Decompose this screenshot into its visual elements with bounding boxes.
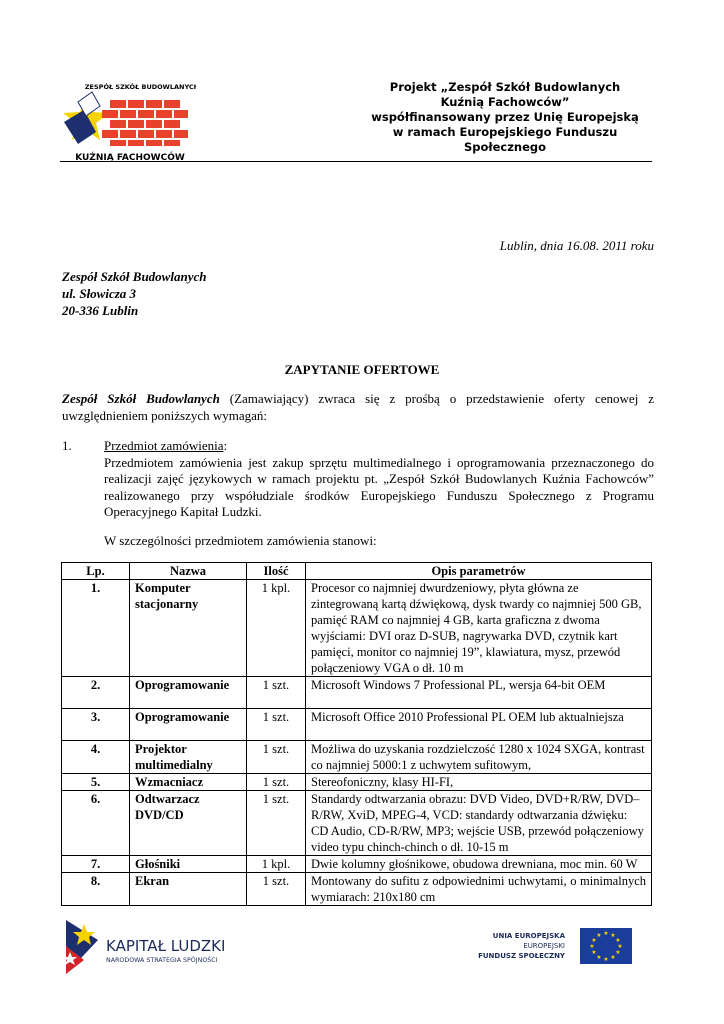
table-row: [62, 856, 652, 873]
section-number: 1.: [62, 438, 72, 453]
cell-lp: 6.: [62, 791, 130, 856]
document-date: Lublin, dnia 16.08. 2011 roku: [499, 238, 654, 253]
cell-desc: Możliwa do uzyskania rozdzielczość 1280 x 1024 SXGA, kontrast co najmniej 5000:1 z uchwytem sufitowym,: [306, 741, 652, 774]
cell-desc: Microsoft Office 2010 Professional PL OEM lub aktualniejsza: [306, 709, 652, 741]
project-line: Kuźnią Fachowców”: [440, 95, 570, 109]
cell-qty: 1 szt.: [247, 873, 306, 906]
section-text: Przedmiotem zamówienia jest zakup sprzętu multimedialnego i oprogramowania przeznaczonego do realizacji zajęć językowych w ramach projektu pt. „Zespół Szkół Budowlanych Kuźnia Fachowców” realizowanego przy współudziale środków Europejskiego Funduszu Społecznego z Programu Operacyjnego Kapitał Ludzki.: [104, 454, 654, 519]
eu-line2: EUROPEJSKI: [523, 942, 565, 950]
eu-logo: [475, 926, 635, 973]
cell-qty: 1 szt.: [247, 741, 306, 774]
cell-name: Projektor multimedialny: [130, 741, 247, 774]
svg-text:★: ★: [617, 943, 623, 950]
cell-desc: Procesor co najmniej dwurdzeniowy, płyta główna ze zintegrowaną kartą dźwiękową, dysk twardy co najmniej 500 GB, pamięć RAM co najmniej 4 GB, karta graficzna z dwoma wyjściami: DVI oraz D-SUB, nagrywarka DVD, czytnik kart pamięci, monitor co najmniej 19”, klawiatura, mysz, przewód połączeniowy VGA o dł. 10 m: [306, 580, 652, 677]
svg-text:★: ★: [596, 932, 602, 939]
svg-text:★: ★: [610, 932, 616, 939]
table-row: [62, 741, 652, 774]
cell-name: Głośniki: [130, 856, 247, 873]
kapital-ludzki-logo: [62, 916, 252, 981]
cell-name: Wzmacniacz: [130, 774, 247, 791]
header-name: Nazwa: [130, 563, 247, 580]
cell-lp: 1.: [62, 580, 130, 677]
detail-intro: W szczególności przedmiotem zamówienia stanowi:: [104, 533, 377, 548]
section-heading: Przedmiot zamówienia: [104, 438, 224, 453]
section-body: [104, 438, 654, 521]
cell-qty: 1 szt.: [247, 709, 306, 741]
project-line: współfinansowany przez Unię Europejską: [371, 110, 639, 124]
header-divider: [60, 161, 652, 162]
table-header-row: [62, 563, 652, 580]
table-row: [62, 709, 652, 741]
table-row: [62, 774, 652, 791]
svg-text:★: ★: [589, 943, 595, 950]
cell-desc: Standardy odtwarzania obrazu: DVD Video, DVD+R/RW, DVD–R/RW, XviD, MPEG-4, VCD: standardy odtwarzania dźwięku: CD Audio, CD-R/RW, MP3; wejście USB, przewód połączeniowy video typu chinch-chinch o dł. 10-15 m: [306, 791, 652, 856]
intro-name: Zespół Szkół Budowlanych: [62, 391, 220, 406]
svg-text:★: ★: [615, 949, 621, 956]
cell-lp: 3.: [62, 709, 130, 741]
cell-desc: Stereofoniczny, klasy HI-FI,: [306, 774, 652, 791]
header-qty: Ilość: [247, 563, 306, 580]
cell-name: Oprogramowanie: [130, 677, 247, 709]
cell-qty: 1 szt.: [247, 774, 306, 791]
svg-text:★: ★: [591, 937, 597, 944]
cell-name: Ekran: [130, 873, 247, 906]
cell-name: Oprogramowanie: [130, 709, 247, 741]
cell-name: Komputer stacjonarny: [130, 580, 247, 677]
cell-lp: 7.: [62, 856, 130, 873]
cell-qty: 1 kpl.: [247, 580, 306, 677]
project-header: [330, 80, 680, 155]
header-desc: Opis parametrów: [306, 563, 652, 580]
cell-lp: 2.: [62, 677, 130, 709]
specification-table: [61, 562, 652, 906]
table-row: [62, 791, 652, 856]
cell-lp: 8.: [62, 873, 130, 906]
eu-line1: UNIA EUROPEJSKA: [492, 932, 565, 940]
cell-qty: 1 szt.: [247, 791, 306, 856]
table-row: [62, 580, 652, 677]
project-line: Społecznego: [463, 140, 547, 154]
svg-text:★: ★: [603, 956, 609, 963]
cell-desc: Montowany do sufitu z odpowiednimi uchwytami, o minimalnych wymiarach: 210x180 cm: [306, 873, 652, 906]
project-line: Projekt „Zespół Szkół Budowlanych: [389, 80, 621, 94]
cell-desc: Dwie kolumny głośnikowe, obudowa drewniana, moc min. 60 W: [306, 856, 652, 873]
document-title: ZAPYTANIE OFERTOWE: [284, 362, 440, 377]
table-row: [62, 677, 652, 709]
school-logo: [64, 82, 196, 169]
svg-text:★: ★: [603, 930, 609, 937]
header-lp: Lp.: [62, 563, 130, 580]
cell-lp: 4.: [62, 741, 130, 774]
cell-lp: 5.: [62, 774, 130, 791]
eu-line3: FUNDUSZ SPOŁECZNY: [478, 952, 565, 960]
intro-text: (Zamawiający) zwraca się z prośbą o przedstawienie oferty cenowej z uwzględnieniem poniższych wymagań:: [62, 391, 655, 423]
address-line: Zespół Szkół Budowlanych: [62, 269, 207, 284]
logo-text-top: ZESPÓŁ SZKÓŁ BUDOWLANYCH: [84, 83, 196, 91]
cell-qty: 1 kpl.: [247, 856, 306, 873]
cell-name: Odtwarzacz DVD/CD: [130, 791, 247, 856]
address-line: ul. Słowicza 3: [62, 286, 137, 301]
svg-text:★: ★: [591, 949, 597, 956]
table-row: [62, 873, 652, 906]
kl-subtitle: NARODOWA STRATEGIA SPÓJNOŚCI: [106, 957, 218, 964]
address-line: 20-336 Lublin: [62, 303, 139, 318]
cell-qty: 1 szt.: [247, 677, 306, 709]
kl-title: KAPITAŁ LUDZKI: [106, 937, 226, 955]
project-line: w ramach Europejskiego Funduszu: [392, 125, 618, 139]
svg-text:★: ★: [615, 937, 621, 944]
svg-text:★: ★: [610, 954, 616, 961]
svg-text:★: ★: [596, 954, 602, 961]
intro-paragraph: [62, 390, 654, 424]
logo-text-bottom: KUŹNIĄ FACHOWCÓW: [75, 153, 185, 163]
cell-desc: Microsoft Windows 7 Professional PL, wersja 64-bit OEM: [306, 677, 652, 709]
section-heading-suffix: :: [223, 438, 228, 453]
address-block: [62, 268, 206, 319]
